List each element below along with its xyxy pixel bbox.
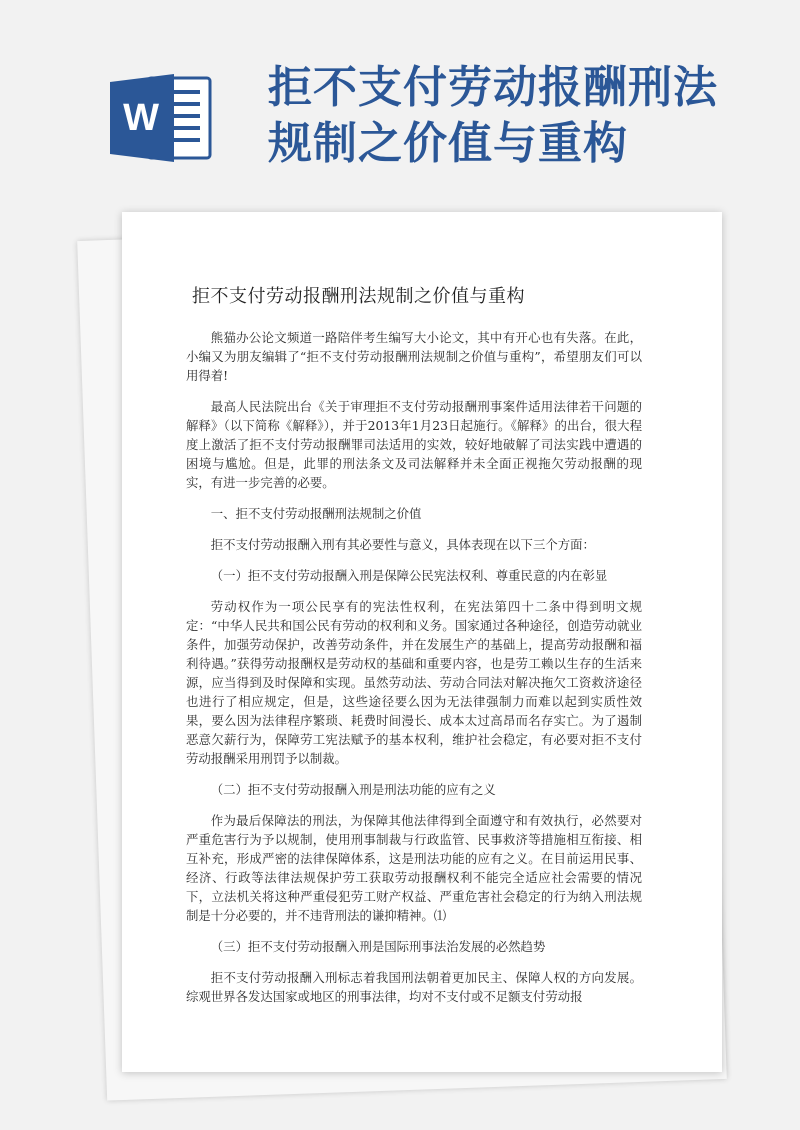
- svg-text:W: W: [123, 97, 159, 139]
- header-title-line1: 拒不支付劳动报酬刑法: [268, 62, 718, 113]
- page-header: [0, 0, 800, 200]
- word-document-icon: [108, 72, 216, 164]
- document-page: [122, 212, 722, 1072]
- paragraph: 最高人民法院出台《关于审理拒不支付劳动报酬刑事案件适用法律若干问题的解释》（以下简称《解释》），并于2013年1月23日起施行。《解释》的出台，很大程度上激活了拒不支付劳动报酬罪司法适用的实效，较好地破解了司法实践中遭遇的困境与尴尬。但是，此罪的刑法条文及司法解释并未全面正视拖欠劳动报酬的现实，有进一步完善的必要。: [186, 399, 642, 490]
- paragraph: 拒不支付劳动报酬入刑有其必要性与意义，具体表现在以下三个方面：: [210, 537, 595, 552]
- subsection-heading: （三）拒不支付劳动报酬入刑是国际刑事法治发展的必然趋势: [210, 939, 546, 954]
- header-title-line2: 规制之价值与重构: [268, 118, 628, 169]
- document-title: 拒不支付劳动报酬刑法规制之价值与重构: [192, 286, 525, 307]
- subsection-heading: （一）拒不支付劳动报酬入刑是保障公民宪法权利、尊重民意的内在彰显: [210, 568, 608, 583]
- document-body: [186, 328, 642, 1018]
- paragraph: 拒不支付劳动报酬入刑标志着我国刑法朝着更加民主、保障人权的方向发展。综观世界各发达国家或地区的刑事法律，均对不支付或不足额支付劳动报: [186, 970, 642, 1004]
- header-title: [268, 60, 768, 172]
- paragraph: 作为最后保障法的刑法，为保障其他法律得到全面遵守和有效执行，必然要对严重危害行为予以规制，使用刑事制裁与行政监管、民事救济等措施相互衔接、相互补充，形成严密的法律保障体系，这是刑法功能的应有之义。在目前运用民事、经济、行政等法律法规保护劳工获取劳动报酬权利不能完全适应社会需要的情况下，立法机关将这种严重侵犯劳工财产权益、严重危害社会稳定的行为纳入刑法规制是十分必要的，并不违背刑法的谦抑精神。⑴: [186, 813, 642, 923]
- section-heading: 一、拒不支付劳动报酬刑法规制之价值: [210, 506, 422, 521]
- paragraph: 熊猫办公论文频道一路陪伴考生编写大小论文，其中有开心也有失落。在此，小编又为朋友编辑了“拒不支付劳动报酬刑法规制之价值与重构”，希望朋友们可以用得着!: [186, 330, 642, 383]
- paragraph: 劳动权作为一项公民享有的宪法性权利，在宪法第四十二条中得到明文规定：“中华人民共和国公民有劳动的权利和义务。国家通过各种途径，创造劳动就业条件，加强劳动保护，改善劳动条件，并在发展生产的基础上，提高劳动报酬和福利待遇。”获得劳动报酬权是劳动权的基础和重要内容，也是劳工赖以生存的生活来源，应当得到及时保障和实现。虽然劳动法、劳动合同法对解决拖欠工资救济途径也进行了相应规定，但是，这些途径要么因为无法律强制力而难以起到实质性效果，要么因为法律程序繁琐、耗费时间漫长、成本太过高昂而名存实亡。为了遏制恶意欠薪行为，保障劳工宪法赋予的基本权利，维护社会稳定，有必要对拒不支付劳动报酬采用刑罚予以制裁。: [186, 599, 642, 766]
- subsection-heading: （二）拒不支付劳动报酬入刑是刑法功能的应有之义: [210, 782, 496, 797]
